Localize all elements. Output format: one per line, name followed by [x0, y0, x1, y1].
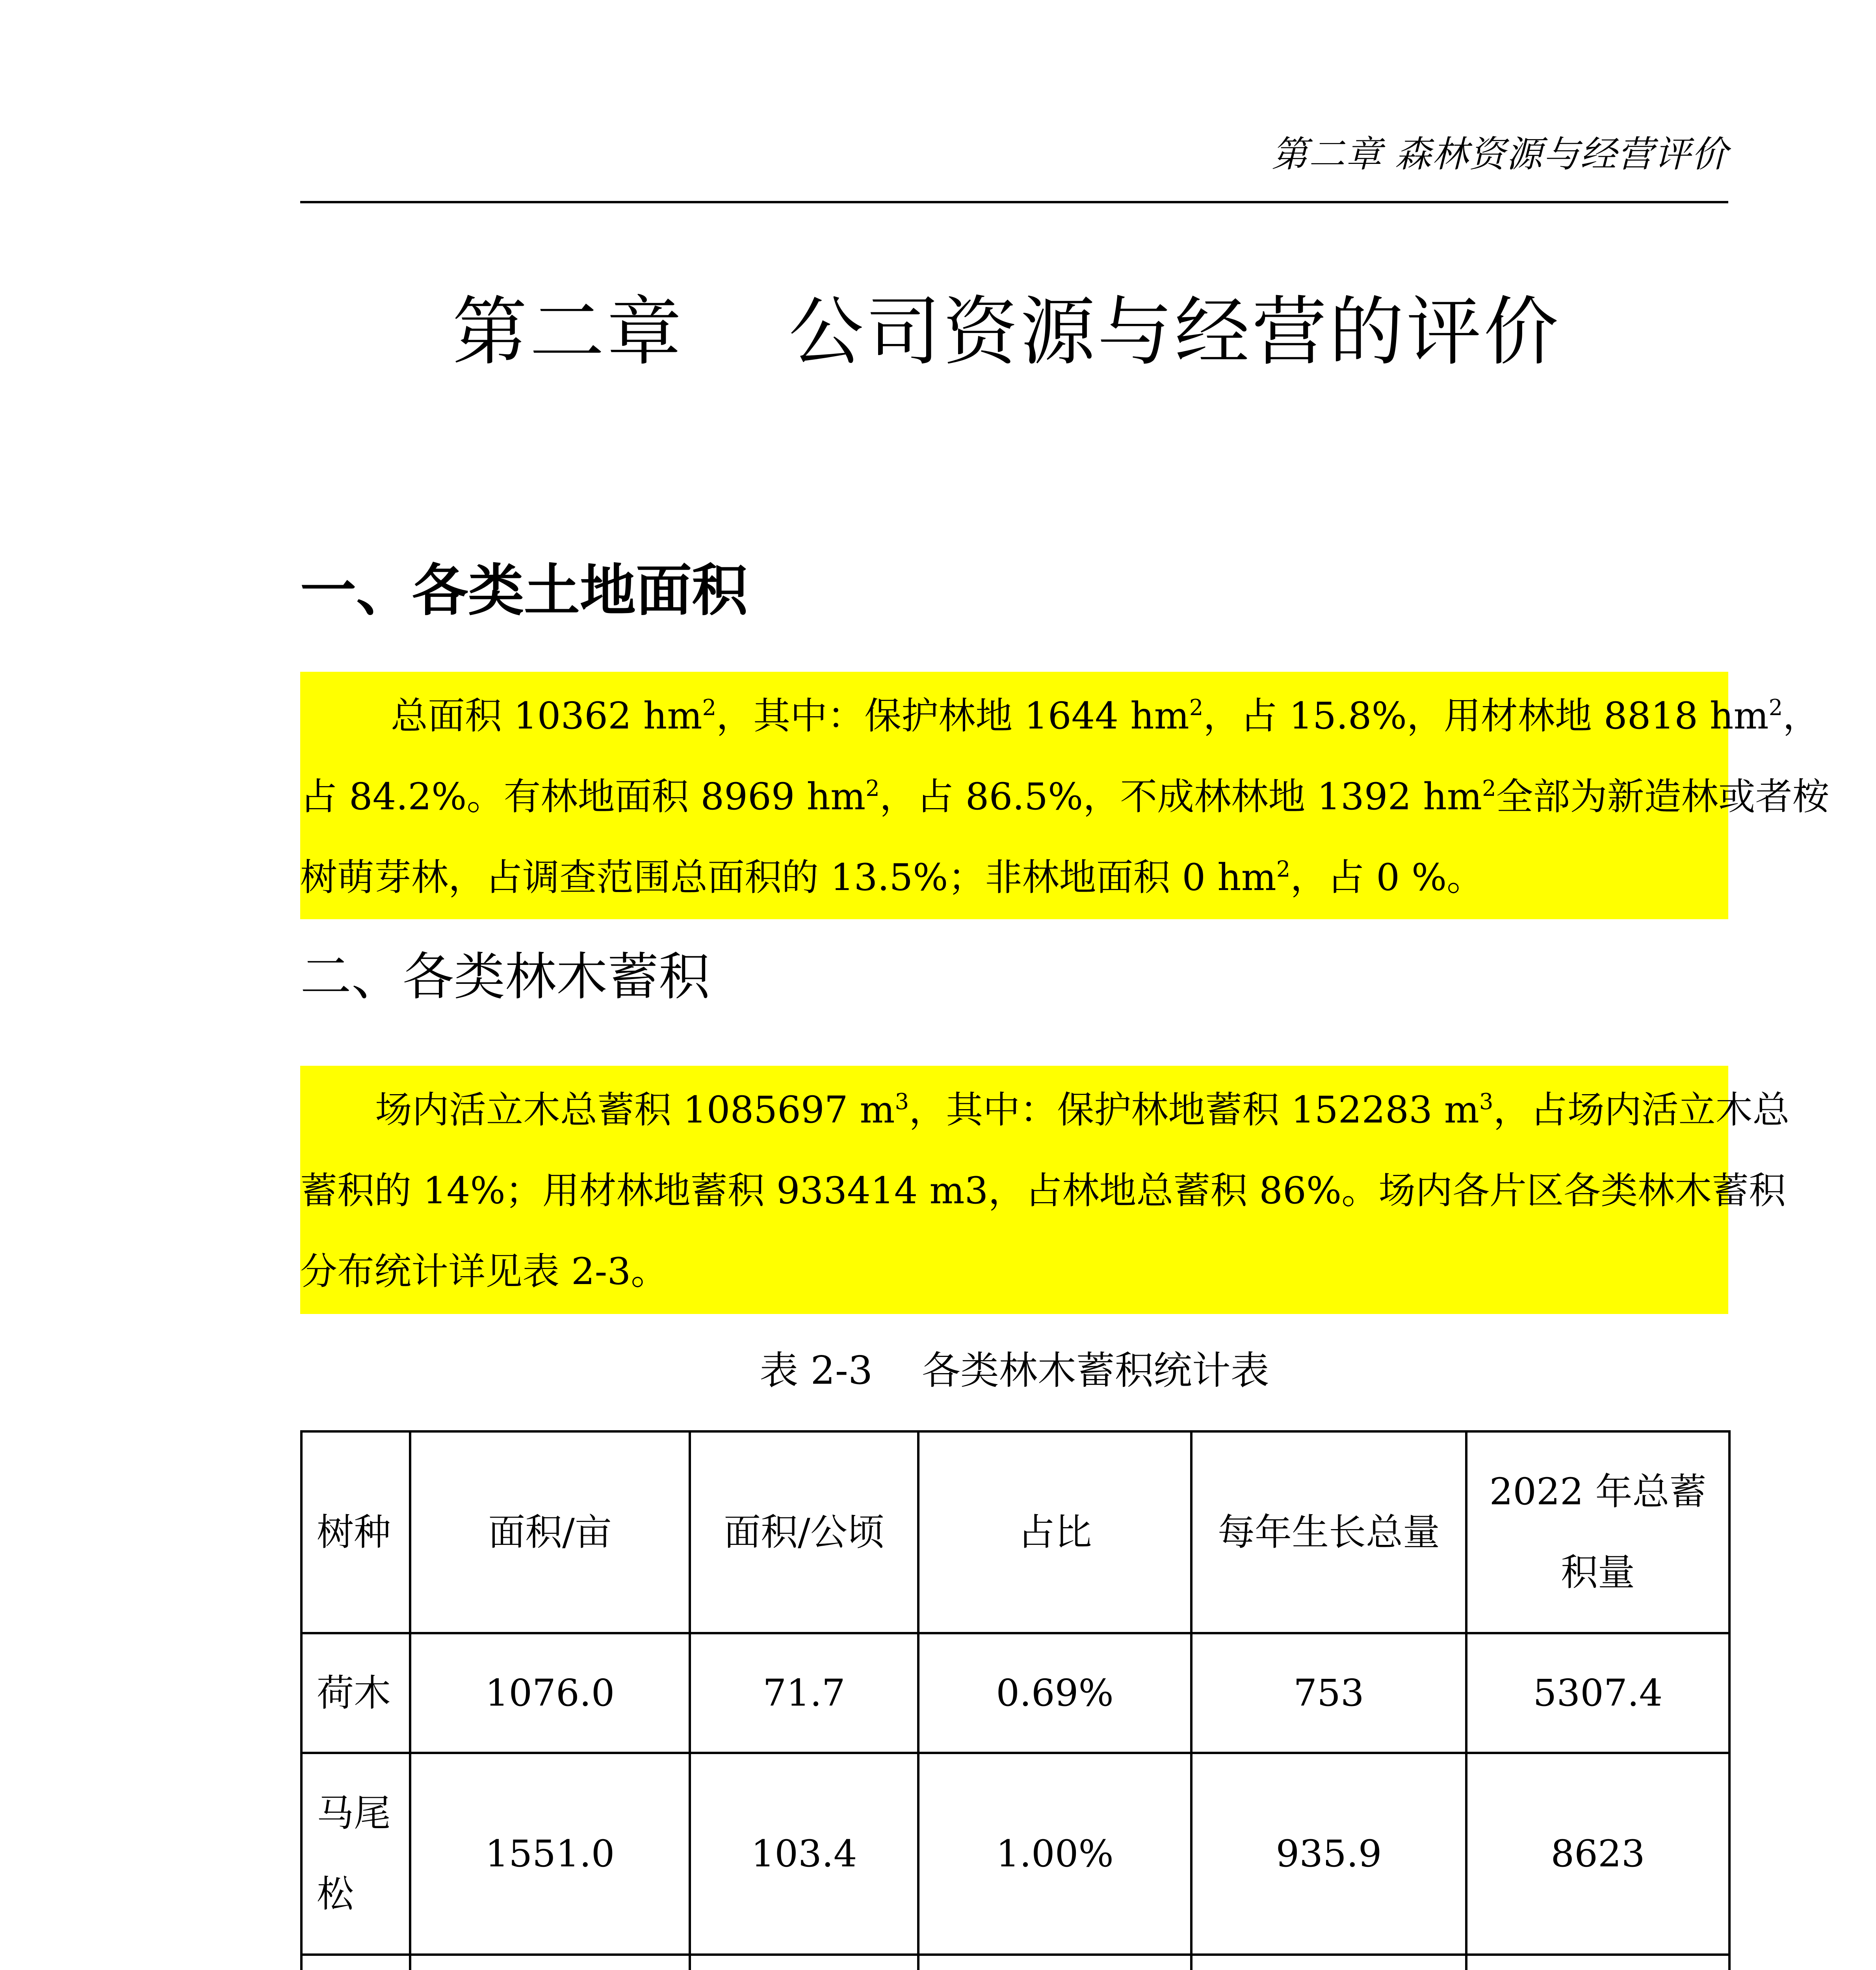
table-cell — [1191, 1955, 1466, 1970]
species-cell: 荷木 — [301, 1633, 410, 1753]
highlighted-paragraph-timber-volume — [300, 1066, 1790, 1314]
superscript: 2 — [1768, 695, 1783, 721]
superscript: 2 — [866, 776, 880, 801]
header-cell-share: 占比 — [918, 1431, 1191, 1633]
species-line: 马尾 — [317, 1792, 391, 1835]
section-heading-timber-volume: 二、各类林木蓄积 — [300, 947, 710, 1007]
timber-volume-table — [300, 1430, 1731, 1970]
header-cell-area-ha: 面积/公顷 — [690, 1431, 918, 1633]
species-line: 松 — [317, 1873, 354, 1916]
table-cell: 1076.0 — [410, 1633, 690, 1753]
highlighted-paragraph-land-area — [300, 672, 1830, 919]
paragraph-line: 蓄积的 14%；用材林地蓄积 933414 m3，占林地总蓄积 86%。场内各片区各类林木蓄积 — [300, 1169, 1786, 1212]
text-run: ，占 15.8%，用材林地 8818 hm — [1203, 695, 1769, 738]
table-cell — [918, 1955, 1191, 1970]
text-run: 全部为新造林或者桉 — [1496, 775, 1830, 818]
superscript: 2 — [1276, 857, 1291, 882]
text-run: 树萌芽林，占调查范围总面积的 13.5%；非林地面积 0 hm — [300, 856, 1276, 899]
paragraph-line: 分布统计详见表 2-3。 — [300, 1250, 668, 1293]
table-cell — [690, 1955, 918, 1970]
table-cell: 1551.0 — [410, 1753, 690, 1955]
text-run: 占 84.2%。有林地面积 8969 hm — [300, 775, 866, 818]
table-cell — [1466, 1955, 1729, 1970]
text-run: ， — [1783, 695, 1820, 738]
species-cell — [301, 1753, 410, 1955]
header-cell-line: 积量 — [1560, 1551, 1635, 1594]
text-run: ，其中：保护林地蓄积 152283 m — [909, 1089, 1479, 1132]
chapter-title: 第二章 公司资源与经营的评价 — [452, 288, 1561, 375]
superscript: 3 — [895, 1089, 909, 1115]
table-cell: 71.7 — [690, 1633, 918, 1753]
paragraph-line — [300, 837, 1728, 918]
table-header-row — [301, 1431, 1729, 1633]
table-cell — [410, 1955, 690, 1970]
table-cell: 753 — [1191, 1633, 1466, 1753]
running-header: 第二章 森林资源与经营评价 — [1271, 133, 1728, 175]
header-cell-total-volume-2022 — [1466, 1431, 1729, 1633]
table-caption: 表 2-3 各类林木蓄积统计表 — [760, 1348, 1269, 1393]
paragraph-line — [300, 1070, 1790, 1150]
table-cell: 8623 — [1466, 1753, 1729, 1955]
table-cell: 5307.4 — [1466, 1633, 1729, 1753]
table-cell: 103.4 — [690, 1753, 918, 1955]
species-cell — [301, 1955, 410, 1970]
table-cell: 0.69% — [918, 1633, 1191, 1753]
header-rule — [300, 201, 1728, 203]
superscript: 2 — [1482, 776, 1496, 801]
header-cell-area-mu: 面积/亩 — [410, 1431, 690, 1633]
table-row — [301, 1753, 1729, 1955]
paragraph-line — [300, 756, 1830, 837]
superscript: 2 — [1189, 695, 1204, 721]
text-run: 场内活立木总蓄积 1085697 m — [375, 1089, 895, 1132]
text-run: ，其中：保护林地 1644 hm — [716, 695, 1189, 738]
header-cell-line: 2022 年总蓄 — [1489, 1470, 1707, 1513]
text-run: 总面积 10362 hm — [391, 695, 702, 738]
paragraph-line — [300, 676, 1820, 756]
table-cell: 935.9 — [1191, 1753, 1466, 1955]
section-heading-land-area: 一、各类土地面积 — [300, 558, 748, 623]
table-row — [301, 1633, 1729, 1753]
text-run: ，占场内活立木总 — [1493, 1089, 1790, 1132]
superscript: 2 — [702, 695, 717, 721]
text-run: ，占 0 %。 — [1290, 856, 1484, 899]
header-cell-annual-growth: 每年生长总量 — [1191, 1431, 1466, 1633]
table-cell: 1.00% — [918, 1753, 1191, 1955]
header-cell-species: 树种 — [301, 1431, 410, 1633]
superscript: 3 — [1479, 1089, 1493, 1115]
table-row — [301, 1955, 1729, 1970]
text-run: ，占 86.5%，不成林林地 1392 hm — [879, 775, 1482, 818]
